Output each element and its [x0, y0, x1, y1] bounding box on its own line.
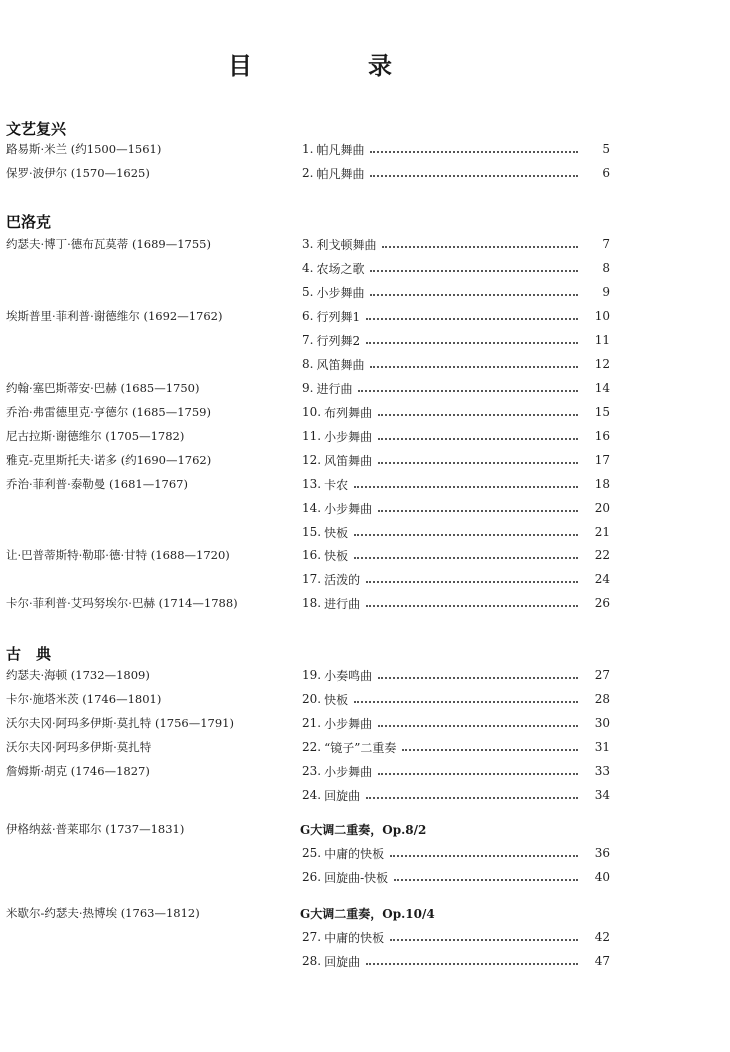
entry-number: 26.	[302, 870, 322, 884]
dot-leader	[370, 294, 578, 296]
toc-entry[interactable]	[302, 689, 610, 709]
entry-page: 12	[594, 357, 610, 371]
entry-page: 16	[594, 429, 610, 443]
toc-entry[interactable]	[302, 951, 610, 971]
entry-title: 行列舞1	[316, 309, 361, 324]
composer-name: 让·巴普蒂斯特·勒耶·德·甘特 (1688—1720)	[6, 548, 230, 562]
entry-page: 18	[594, 477, 610, 491]
entry-page: 5	[602, 142, 610, 156]
dot-leader	[370, 270, 578, 272]
entry-page: 11	[594, 333, 610, 347]
composer-name: 乔治·弗雷德里克·亨德尔 (1685—1759)	[6, 405, 211, 419]
toc-entry[interactable]	[302, 378, 610, 398]
toc-entry[interactable]	[302, 843, 610, 863]
dot-leader	[366, 581, 578, 583]
dot-leader	[366, 797, 578, 799]
entry-number: 4.	[302, 261, 314, 275]
entry-page: 34	[594, 788, 610, 802]
entry-page: 24	[594, 572, 610, 586]
entry-page: 31	[594, 740, 610, 754]
dot-leader	[354, 557, 578, 559]
dot-leader	[366, 605, 578, 607]
entry-title: 小步舞曲	[324, 429, 373, 444]
entry-number: 3.	[302, 237, 314, 251]
toc-entry[interactable]	[302, 593, 610, 613]
dot-leader	[354, 486, 578, 488]
dot-leader	[378, 725, 578, 727]
dot-leader	[366, 318, 578, 320]
entry-title: 中庸的快板	[324, 846, 385, 861]
composer-name: 路易斯·米兰 (约1500—1561)	[6, 142, 162, 156]
entry-title: 布列舞曲	[324, 405, 373, 420]
entry-title: 小步舞曲	[324, 501, 373, 516]
entry-page: 8	[602, 261, 610, 275]
dot-leader	[382, 246, 578, 248]
toc-entry[interactable]	[302, 522, 610, 542]
entry-title: 行列舞2	[316, 333, 361, 348]
dot-leader	[390, 855, 578, 857]
toc-entry[interactable]	[302, 761, 610, 781]
toc-entry[interactable]	[302, 354, 610, 374]
entry-number: 6.	[302, 309, 314, 323]
entry-number: 18.	[302, 596, 322, 610]
entry-number: 2.	[302, 166, 314, 180]
toc-entry[interactable]	[302, 569, 610, 589]
dot-leader	[378, 773, 578, 775]
entry-page: 21	[594, 525, 610, 539]
composer-name: 埃斯普里·菲利普·谢德维尔 (1692—1762)	[6, 309, 223, 323]
dot-leader	[378, 414, 578, 416]
entry-title: 帕凡舞曲	[316, 166, 365, 181]
entry-page: 15	[594, 405, 610, 419]
entry-page: 22	[594, 548, 610, 562]
dot-leader	[370, 151, 578, 153]
composer-name: 卡尔·施塔米茨 (1746—1801)	[6, 692, 162, 706]
composer-name: 詹姆斯·胡克 (1746—1827)	[6, 764, 150, 778]
entry-number: 10.	[302, 405, 322, 419]
dot-leader	[370, 366, 578, 368]
toc-entry[interactable]	[302, 402, 610, 422]
composer-name: 约瑟夫·博丁·德布瓦莫蒂 (1689—1755)	[6, 237, 211, 251]
work-subheading: G大调二重奏，Op.10/4	[300, 907, 435, 921]
composer-name: 雅克-克里斯托夫·诺多 (约1690—1762)	[6, 453, 212, 467]
entry-title: 卡农	[324, 477, 349, 492]
entry-page: 36	[594, 846, 610, 860]
dot-leader	[366, 963, 578, 965]
dot-leader	[354, 701, 578, 703]
entry-title: 小步舞曲	[324, 764, 373, 779]
entry-title: 活泼的	[324, 572, 361, 587]
entry-page: 17	[594, 453, 610, 467]
entry-title: 利戈顿舞曲	[316, 237, 377, 252]
page-title: 目 录	[228, 52, 438, 80]
entry-number: 14.	[302, 501, 322, 515]
composer-name: 沃尔夫冈·阿玛多伊斯·莫扎特	[6, 740, 152, 754]
dot-leader	[390, 939, 578, 941]
entry-page: 47	[594, 954, 610, 968]
entry-title: 进行曲	[324, 596, 361, 611]
toc-entry[interactable]	[302, 163, 610, 183]
entry-title: 小步舞曲	[324, 716, 373, 731]
entry-page: 9	[602, 285, 610, 299]
entry-page: 40	[594, 870, 610, 884]
dot-leader	[394, 879, 578, 881]
section-heading-classical: 古 典	[6, 645, 52, 663]
toc-entry[interactable]	[302, 785, 610, 805]
composer-name: 尼古拉斯·谢德维尔 (1705—1782)	[6, 429, 185, 443]
entry-number: 9.	[302, 381, 314, 395]
composer-name: 约瑟夫·海顿 (1732—1809)	[6, 668, 150, 682]
entry-page: 27	[594, 668, 610, 682]
entry-title: 农场之歌	[316, 261, 365, 276]
entry-number: 23.	[302, 764, 322, 778]
composer-name: 沃尔夫冈·阿玛多伊斯·莫扎特 (1756—1791)	[6, 716, 234, 730]
entry-number: 8.	[302, 357, 314, 371]
composer-name: 米歇尔-约瑟夫·热博埃 (1763—1812)	[6, 906, 200, 920]
composer-name: 乔治·菲利普·泰勒曼 (1681—1767)	[6, 477, 188, 491]
toc-entry[interactable]	[302, 665, 610, 685]
composer-name: 保罗·波伊尔 (1570—1625)	[6, 166, 150, 180]
entry-title: 进行曲	[316, 381, 353, 396]
entry-number: 15.	[302, 525, 322, 539]
composer-name: 约翰·塞巴斯蒂安·巴赫 (1685—1750)	[6, 381, 200, 395]
entry-title: 快板	[324, 548, 349, 563]
entry-title: 风笛舞曲	[316, 357, 365, 372]
dot-leader	[378, 462, 578, 464]
toc-entry[interactable]	[302, 330, 610, 350]
toc-entry[interactable]	[302, 713, 610, 733]
entry-page: 42	[594, 930, 610, 944]
dot-leader	[366, 342, 578, 344]
toc-entry[interactable]	[302, 306, 610, 326]
entry-title: 中庸的快板	[324, 930, 385, 945]
entry-number: 20.	[302, 692, 322, 706]
composer-name: 伊格纳兹·普莱耶尔 (1737—1831)	[6, 822, 185, 836]
entry-number: 25.	[302, 846, 322, 860]
entry-number: 5.	[302, 285, 314, 299]
entry-number: 13.	[302, 477, 322, 491]
entry-page: 30	[594, 716, 610, 730]
entry-number: 19.	[302, 668, 322, 682]
toc-entry[interactable]	[302, 498, 610, 518]
section-heading-baroque: 巴洛克	[6, 213, 52, 231]
entry-number: 22.	[302, 740, 322, 754]
toc-entry[interactable]	[302, 139, 610, 159]
entry-number: 28.	[302, 954, 322, 968]
composer-name: 卡尔·菲利普·艾玛努埃尔·巴赫 (1714—1788)	[6, 596, 238, 610]
entry-number: 21.	[302, 716, 322, 730]
entry-page: 33	[594, 764, 610, 778]
toc-entry[interactable]	[302, 867, 610, 887]
entry-page: 7	[602, 237, 610, 251]
dot-leader	[378, 677, 578, 679]
work-subheading: G大调二重奏，Op.8/2	[300, 823, 427, 837]
entry-title: 回旋曲-快板	[324, 870, 389, 885]
entry-title: “镜子”二重奏	[324, 740, 397, 755]
entry-number: 7.	[302, 333, 314, 347]
dot-leader	[354, 534, 578, 536]
entry-number: 1.	[302, 142, 314, 156]
entry-title: 小步舞曲	[316, 285, 365, 300]
toc-entry[interactable]	[302, 426, 610, 446]
entry-page: 6	[602, 166, 610, 180]
toc-entry[interactable]	[302, 258, 610, 278]
dot-leader	[370, 175, 578, 177]
entry-title: 快板	[324, 692, 349, 707]
toc-entry[interactable]	[302, 234, 610, 254]
dot-leader	[402, 749, 578, 751]
entry-number: 16.	[302, 548, 322, 562]
toc-entry[interactable]	[302, 927, 610, 947]
toc-entry[interactable]	[302, 545, 610, 565]
entry-title: 小奏鸣曲	[324, 668, 373, 683]
entry-title: 回旋曲	[324, 954, 361, 969]
toc-entry[interactable]	[302, 450, 610, 470]
toc-entry[interactable]	[302, 282, 610, 302]
entry-number: 17.	[302, 572, 322, 586]
dot-leader	[378, 438, 578, 440]
entry-number: 24.	[302, 788, 322, 802]
entry-page: 10	[594, 309, 610, 323]
toc-entry[interactable]	[302, 737, 610, 757]
entry-number: 11.	[302, 429, 322, 443]
entry-page: 26	[594, 596, 610, 610]
entry-title: 风笛舞曲	[324, 453, 373, 468]
entry-title: 帕凡舞曲	[316, 142, 365, 157]
dot-leader	[378, 510, 578, 512]
section-heading-renaissance: 文艺复兴	[6, 120, 67, 138]
entry-page: 28	[594, 692, 610, 706]
entry-page: 20	[594, 501, 610, 515]
entry-page: 14	[594, 381, 610, 395]
dot-leader	[358, 390, 578, 392]
toc-entry[interactable]	[302, 474, 610, 494]
entry-number: 27.	[302, 930, 322, 944]
entry-title: 快板	[324, 525, 349, 540]
entry-title: 回旋曲	[324, 788, 361, 803]
entry-number: 12.	[302, 453, 322, 467]
